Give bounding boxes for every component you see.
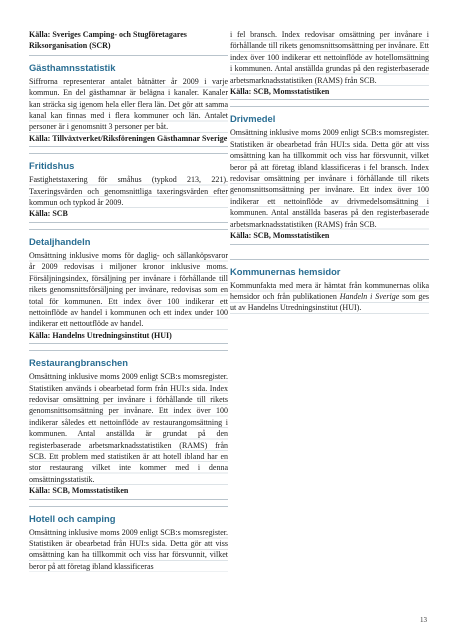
- section-body-restaurang: Omsättning inklusive moms 2009 enligt SCB:s momsregister. Statistiken används i obearbetad form från HUI:s sida. Index redovisar omsättning per invånare i förhållande till rikets genomsnittsomsättning per invånare. Ett index över 100 indikerar således ett nettoinflöde av restaurangomsättning i kommunen. Antal anställda är grundat på den registerbaserade arbetsmarknadsstatistiken (RAMS) från SCB. Ett problem med statistiken är att hotell ibland har en stor restaurang vilket inte kommer med i denna omsättningsstatistik.: [29, 372, 228, 484]
- section-heading-fritidshus: Fritidshus: [29, 160, 75, 172]
- section-body-detaljhandeln: Omsättning inklusive moms för daglig- och sällanköpsvaror år 2009 redovisas i miljoner kronor inklusive moms. Försäljningsindex, försäljning per invånare i förhållande till rikets genomsnittsförsäljning per invånare, redovisas som en total för kommunen. Ett index över 100 indikerar ett nettoinflöde av handel i kommunen och ett index under 100 indikerar ett nettoutflöde av handel.: [29, 250, 228, 329]
- section-hotell-continued: [230, 29, 429, 100]
- section-heading-hotell: Hotell och camping: [29, 512, 116, 524]
- section-heading-restaurang: Restaurangbranschen: [29, 357, 128, 369]
- section-heading-kommunernas: Kommunernas hemsidor: [230, 265, 341, 277]
- section-heading-drivmedel: Drivmedel: [230, 113, 276, 125]
- section-heading-gasthamn: Gästhamnsstatistik: [29, 61, 116, 73]
- section-kommunernas: [230, 259, 429, 314]
- section-gasthamn: [29, 62, 228, 147]
- section-source-fritidshus: Källa: SCB: [29, 208, 228, 222]
- section-source-gasthamn: Källa: Tillväxtverket/Riksföreningen Gästhamnar Sverige: [29, 133, 228, 147]
- section-source-hotell: Källa: SCB, Momsstatistiken: [230, 86, 429, 100]
- left-column: [29, 29, 228, 572]
- section-source-drivmedel: Källa: SCB, Momsstatistiken: [230, 230, 429, 244]
- section-source-detaljhandeln: Källa: Handelns Utredningsinstitut (HUI): [29, 330, 228, 344]
- right-column: [230, 29, 429, 314]
- section-fritidshus: [29, 153, 228, 223]
- section-body-drivmedel: Omsättning inklusive moms 2009 enligt SCB:s momsregister. Statistiken är obearbetad från HUI:s sida. Detta gör att viss omsättning kan ha tillkommit och viss har försvunnit, vilket beror på att företag ibland klassificeras i fel bransch. Index redovisar omsättning per invånare i förhållande till rikets genomsnittsomsättning per invånare. Ett index över 100 indikerar ett nettoinflöde av drivmedelsomsättning i kommunen. Antal anställda baseras på den registerbaserade arbetsmarknadsstatistiken (RAMS) från SCB.: [230, 128, 429, 229]
- section-detaljhandeln: [29, 229, 228, 344]
- section-body-gasthamn: Siffrorna representerar antalet båtnätter år 2009 i varje kommun. En del gästhamnar är belägna i kanaler. Kanaler kan sträcka sig igenom hela eller flera län. Det gör att samma kanal kan finnas med i flera kommuner och län. Antalet personer är i genomsnitt 3 personer per båt.: [29, 76, 228, 132]
- publication-title: Handeln i Sverige: [339, 291, 400, 301]
- section-drivmedel: [230, 106, 429, 244]
- section-body-hotell: Omsättning inklusive moms 2009 enligt SCB:s momsregister. Statistiken är obearbetad från HUI:s sida. Detta gör att viss omsättning kan ha tillkommit och viss har försvunnit, vilket beror på att företag ibland klassificeras: [29, 527, 228, 571]
- section-body-hotell-continued: i fel bransch. Index redovisar omsättning per invånare i förhållande till rikets genomsnittsomsättning per invånare. Ett index över 100 indikerar ett nettoinflöde av hotellomsättning i kommunen. Antal anställda grundas på den registerbaserade arbetsmarknadsstatistiken (RAMS) från SCB.: [230, 30, 429, 85]
- section-body-fritidshus: Fastighetstaxering för småhus (typkod 213, 221). Taxeringsvärden och genomsnittliga taxeringsvärden efter kommun och typkod år 2009.: [29, 175, 228, 208]
- section-source-restaurang: Källa: SCB, Momsstatistiken: [29, 485, 228, 499]
- section-hotell: [29, 506, 228, 573]
- section-body-kommunernas: [230, 280, 429, 314]
- top-source-line: Källa: Sveriges Camping- och Stugföretagares Riksorganisation (SCR): [29, 29, 228, 56]
- kommunernas-text-start: Kommunfakta med mera är hämtat från kommunernas olika hemsidor och från publikationen: [230, 280, 429, 301]
- section-restaurang: [29, 350, 228, 499]
- kommunernas-text-end: som ges ut av Handelns Utredningsinstitut (HUI).: [230, 291, 430, 313]
- page-number: 13: [420, 616, 427, 624]
- section-heading-detaljhandeln: Detaljhandeln: [29, 235, 91, 247]
